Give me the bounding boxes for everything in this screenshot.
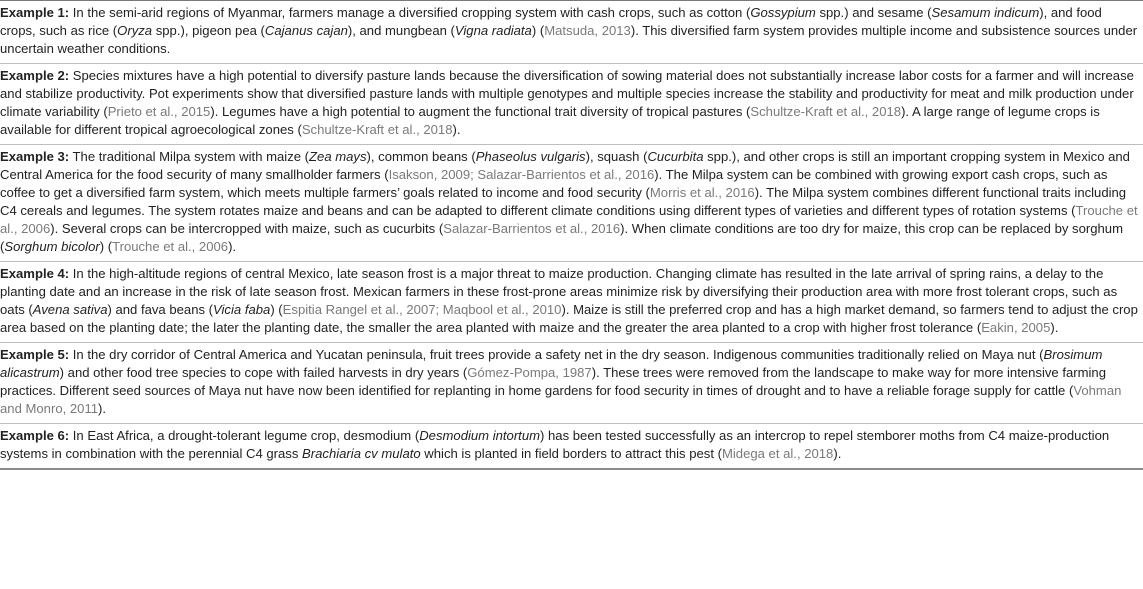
text-run: ), and mungbean ( bbox=[347, 23, 455, 38]
text-run: ) and other food tree species to cope with failed harvests in dry years ( bbox=[59, 365, 468, 380]
text-run: The traditional Milpa system with maize ( bbox=[69, 149, 310, 164]
example-label: Example 1: bbox=[0, 5, 70, 20]
text-run: ). When climate conditions are too dry for maize, this crop can be replaced by sorghum ( bbox=[0, 221, 1123, 254]
example-label: Example 6: bbox=[0, 428, 70, 443]
text-run: ) and fava beans ( bbox=[107, 302, 214, 317]
species-name: Vigna radiata bbox=[454, 23, 532, 38]
example-text bbox=[0, 149, 1138, 254]
text-run: spp.), and other crops is still an important cropping system in Mexico and Central America for the food security of many smallholder farmers ( bbox=[0, 149, 1130, 182]
citation: Prieto et al., 2015 bbox=[107, 104, 211, 119]
text-run: ) ( bbox=[270, 302, 283, 317]
species-name: Phaseolus vulgaris bbox=[475, 149, 586, 164]
text-run: ). Legumes have a high potential to augment the functional trait diversity of tropical pastures ( bbox=[210, 104, 751, 119]
example-label: Example 4: bbox=[0, 266, 70, 281]
citation: Matsuda, 2013 bbox=[544, 23, 631, 38]
example-row bbox=[0, 1, 1143, 64]
text-run: Species mixtures have a high potential to diversify pasture lands because the diversification of sowing material does not substantially increase labor costs for a farmer and will increase and stabilize productivity. Pot experiments show that diversified pasture lands with multiple genotypes and multiple species increase the stability and productivity for meat and milk production under climate variability ( bbox=[0, 68, 1134, 119]
text-run: ) ( bbox=[99, 239, 113, 254]
example-label: Example 3: bbox=[0, 149, 70, 164]
citation: Eakin, 2005 bbox=[981, 320, 1051, 335]
example-paragraph bbox=[0, 427, 1138, 463]
example-row bbox=[0, 64, 1143, 145]
text-run: ). Several crops can be intercropped with maize, such as cucurbits ( bbox=[50, 221, 444, 236]
species-name: Cucurbita bbox=[647, 149, 704, 164]
text-run: spp.), pigeon pea ( bbox=[152, 23, 265, 38]
text-run: ). This diversified farm system provides multiple income and subsistence sources under uncertain weather conditions. bbox=[0, 23, 1138, 56]
citation: Morris et al., 2016 bbox=[649, 185, 755, 200]
citation: Isakson, 2009; Salazar-Barrientos et al., 2016 bbox=[388, 167, 655, 182]
text-run: ). The Milpa system can be combined with growing export cash crops, such as coffee to get a diversified farm system, which meets multiple farmers’ goals related to income and food security ( bbox=[0, 167, 1108, 200]
citation: Trouche et al., 2006 bbox=[112, 239, 229, 254]
text-run: ), common beans ( bbox=[366, 149, 476, 164]
species-name: Vicia faba bbox=[213, 302, 271, 317]
citation: Vohman and Monro, 2011 bbox=[0, 383, 1122, 416]
example-text bbox=[0, 266, 1138, 335]
text-run: ). These trees were removed from the landscape to make way for more intensive farming practices. Different seed sources of Maya nut have now been identified for replanting in home gardens for food security in times of drought and to have a reliable forage supply for cattle ( bbox=[0, 365, 1106, 398]
text-run: ). bbox=[98, 401, 107, 416]
species-name: Sorghum bicolor bbox=[4, 239, 100, 254]
text-run: ) ( bbox=[531, 23, 545, 38]
example-row bbox=[0, 424, 1143, 470]
text-run: ). bbox=[452, 122, 461, 137]
text-run: In the high-altitude regions of central Mexico, late season frost is a major threat to maize production. Changing climate has resulted in the late arrival of spring rains, a delay to the planting date and an increase in the risk of late season frost. Mexican farmers in these frost-prone areas minimize risk by diversifying their production area with more frost tolerant crops, such as oats ( bbox=[0, 266, 1118, 317]
example-text bbox=[0, 68, 1134, 137]
species-name: Desmodium intortum bbox=[419, 428, 541, 443]
species-name: Gossypium bbox=[750, 5, 816, 20]
text-run: ). bbox=[228, 239, 237, 254]
citation: Schultze-Kraft et al., 2018 bbox=[750, 104, 902, 119]
example-paragraph bbox=[0, 4, 1138, 58]
species-name: Avena sativa bbox=[32, 302, 108, 317]
text-run: ) has been tested successfully as an intercrop to repel stemborer moths from C4 maize-production systems in combination with the perennial C4 grass bbox=[0, 428, 1110, 461]
text-run: In the dry corridor of Central America and Yucatan peninsula, fruit trees provide a safety net in the dry season. Indigenous communities traditionally relied on Maya nut ( bbox=[69, 347, 1044, 362]
text-run: ). A large range of legume crops is available for different tropical agroecological zones ( bbox=[0, 104, 1100, 137]
example-row bbox=[0, 262, 1143, 343]
example-paragraph bbox=[0, 148, 1138, 256]
text-run: In the semi-arid regions of Myanmar, farmers manage a diversified cropping system with cash crops, such as cotton ( bbox=[69, 5, 751, 20]
text-run: In East Africa, a drought-tolerant legume crop, desmodium ( bbox=[69, 428, 420, 443]
citation: Schultze-Kraft et al., 2018 bbox=[301, 122, 453, 137]
example-row bbox=[0, 145, 1143, 262]
example-text bbox=[0, 347, 1121, 416]
species-name: Brachiaria cv mulato bbox=[302, 446, 421, 461]
species-name: Oryza bbox=[117, 23, 153, 38]
text-run: ). bbox=[833, 446, 842, 461]
example-paragraph bbox=[0, 346, 1138, 418]
text-run: ), and food crops, such as rice ( bbox=[0, 5, 1102, 38]
text-run: spp.) and sesame ( bbox=[815, 5, 932, 20]
example-label: Example 2: bbox=[0, 68, 70, 83]
species-name: Cajanus cajan bbox=[264, 23, 348, 38]
text-run: ). Maize is still the preferred crop and has a high market demand, so farmers tend to adjust the crop area based on the planting date; the later the planting date, the smaller the area planted with maize and the greater the area planted to a crop with higher frost tolerance ( bbox=[0, 302, 1138, 335]
example-paragraph bbox=[0, 67, 1138, 139]
example-text bbox=[0, 5, 1137, 56]
example-text bbox=[0, 428, 1109, 461]
text-run: which is planted in field borders to attract this pest ( bbox=[420, 446, 722, 461]
citation: Salazar-Barrientos et al., 2016 bbox=[443, 221, 621, 236]
text-run: ), squash ( bbox=[585, 149, 648, 164]
example-label: Example 5: bbox=[0, 347, 70, 362]
example-paragraph bbox=[0, 265, 1138, 337]
citation: Trouche et al., 2006 bbox=[0, 203, 1138, 236]
citation: Midega et al., 2018 bbox=[721, 446, 834, 461]
species-name: Zea mays bbox=[309, 149, 367, 164]
citation: Espitia Rangel et al., 2007; Maqbool et al., 2010 bbox=[282, 302, 562, 317]
citation: Gómez-Pompa, 1987 bbox=[467, 365, 592, 380]
text-run: ). The Milpa system combines different functional traits including C4 cereals and legumes. The system rotates maize and beans and can be adapted to different climate conditions using different types of varieties and different types of rotation systems ( bbox=[0, 185, 1127, 218]
species-name: Brosimum alicastrum bbox=[0, 347, 1103, 380]
example-row bbox=[0, 343, 1143, 424]
species-name: Sesamum indicum bbox=[931, 5, 1040, 20]
text-run: ). bbox=[1050, 320, 1059, 335]
